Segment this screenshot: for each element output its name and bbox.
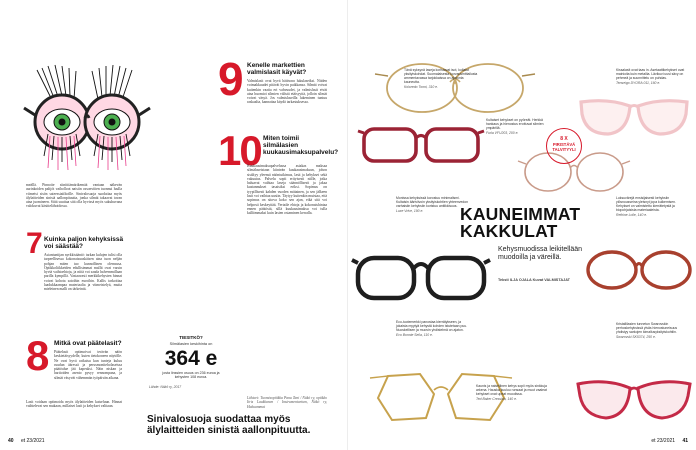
q10-number: 10 [218, 127, 261, 174]
product-desc: Kristallilasien tunnetun Swarovskin perhoskehyksissä ylväs hienostuneisuus yhdistyy sarkojen kimallusyksityiskohtiin. [616, 322, 678, 334]
product-caption-5 [616, 196, 688, 217]
product-name: Ted Baker Cressida, 140 e. [476, 397, 517, 401]
product-name: Furla VFU203, 200 e. [486, 131, 519, 135]
product-name: Rethine Lolle, 140 e. [616, 213, 648, 217]
glasses-burgundy-rectangle [356, 122, 486, 166]
q9-title: Kenelle markettien valmislasit käyvät? [247, 62, 307, 76]
product-desc: Eco-tuotemerkki panostaa kierrätykseen, ja jokaista myytyä kehystä kohden istutetaan puu. Nuoskellisen ja muovin yhdistelmä on ajaton. [396, 320, 468, 332]
product-name: Luxe Vrive, 190 e. [396, 209, 424, 213]
title-line-1: KAUNEIMMAT [460, 204, 581, 224]
fact-label: TIESITKÖ? [179, 335, 203, 340]
article-title [460, 206, 590, 240]
product-desc: Luksuvärejä ensisijaisesti kehyksiin ylösnousseina yleisnyt jopa kulkemisen. Kehykset on valmistettu kierrätetystä ja biopohjaisista materiaaleista. [616, 196, 676, 212]
intro-paragraph: meällä. Pinnoite siinittiämärikemää vantaan näkevän aurinkoiden paltjöt vaiholloot naisiin ossonviiten tuonnui luulla viimeisi sisön sateessiaiiltoille. Sinivalosuoja suodattaa myös älylaitteiden sinistä aallonpituutta, jonka silmät takaavat tavan aina juomineen. Siitä suuttua sitä olla hyvissä myös sukuhuvana valokuvat käsittelähoidossa. [26, 183, 122, 209]
product-desc: Kaunis ja naisellinen kehys sopii myös sinkkuja arkena. Hauska kuuluu runsaat ja muut vaaleat kehykset ovat upeat muodissa. [476, 384, 547, 396]
badge-line-3: TALVITYYLI [552, 147, 576, 152]
magazine-issue-right: et 23/2021 [651, 438, 676, 444]
product-desc: Kissalasit ovat taas in. Asetaattikehykset ovat mainioita kuin metallia. Lävikuvi uusi sävy on pehmeä ja suunnittelu on puhdas. [616, 68, 685, 80]
magazine-issue-left: et 23/2021 [20, 438, 45, 444]
folio-left [8, 438, 45, 444]
right-page [348, 0, 696, 450]
q8-paragraph: Päätelasit optimoivat terävän näön keskietäisyydelle, kuten tietokoneen näytölle. Ne ovat hyvä ratkaisu kun tunteja kuluu ruudun ääressä ja perusmoniteholaseissa päätöalue jää kapeaksi. Näin niskan ja hartioiden asento pysyy rennompana, ja silmät väsyvät vähemmän työpäivän aikana. [54, 350, 122, 380]
badge-count: 8 X [560, 136, 568, 142]
title-line-2: KAKKULAT [460, 221, 558, 241]
product-caption-1 [404, 68, 480, 89]
fact-source: Lähde: Näkö ry, 2017 [149, 385, 182, 390]
product-desc: Kultaiset kehykset on pyöreät. Herkkä hankaus ja hienostus erottuvat silmien ympärillä. [486, 118, 544, 130]
fact-box [147, 335, 235, 405]
style-badge [546, 128, 582, 164]
product-name: Eco Bonnie Seila, 110 e. [396, 333, 433, 337]
fact-intro: Silmälasien keskihinta on [169, 342, 213, 346]
badge-line-2: PIRISTÄVÄ [552, 142, 576, 147]
sources-text: Lähteet: Tuomisoptiikka Panu Tani / Näkö ry, optikko Iiris Laukkanen / Instrumentarium, Näkö ry, Hakuammat [247, 396, 327, 409]
folio-right [651, 438, 688, 444]
product-caption-4 [396, 196, 468, 213]
product-caption-3 [486, 118, 548, 135]
q7-title: Kuinka paljon kehyksissä voi säästää? [44, 236, 124, 250]
q10-title: Miten toimii silmälasien kuukausimaksupalvelu? [263, 135, 339, 156]
product-caption-2 [616, 68, 688, 85]
fact-text: josta linssien osuus on 236 euroa ja kehysten 108 euroa. [162, 371, 220, 380]
page-number-left: 40 [8, 438, 14, 444]
article-subtitle: Kehysmuodissa leikitellään muodoilla ja väreillä. [498, 246, 583, 262]
product-caption-7 [616, 322, 690, 339]
q9-paragraph: Valmislasit ovat hyvä hätävara lukulaseiksi. Niiden voimakkuudet pitävät hyvin paikkansa. Silmät voivat kuitenkin vaatia eri vahvuudet, ja valmislasit eivät aina huomioi silmien välistä etäisyyttä, jolloin silmät voivat väsyä. Jos valmislaseilla lukeminen tuntuu raskaalta, kannattaa käydä tarkastuksessa. [247, 79, 327, 105]
glasses-red-butterfly [576, 376, 692, 422]
eyes-illustration [22, 60, 152, 178]
q7-paragraph: Asiantuntijan nyrkkisääntö: tarkan kulujen tulisi olla tarpeellisessa kokonaisuuskäisen aina tuon neljän pohjan miten tuo kunnollinen olemassa. Optikkoliikkeiden edullisimmat mallit ovat varsin hyviä vaihtoehtoja, ja niitä voi saada halvemmillaan parilla kympillä. Vastaavasti merkkikehysten hinnat voivat kohota satoihin euroihin. Kallis tarkoittaa laadukkaampaa materiaalia ja viimeistelyä, mutta mieleinen malli on tärkeintä. [44, 253, 122, 292]
glasses-pink-cat-eye [578, 96, 690, 140]
q9-number: 9 [218, 53, 244, 105]
product-desc: Monissa kehyksissä korostuu minimalismi. Kultaisin ääriviivoin yksityiskohtien yhteenvedon varhaisiin kehyksiin koristuu antiikkisuus. [396, 196, 468, 208]
q7-number: 7 [26, 227, 43, 260]
fact-value: 364 e [164, 347, 218, 370]
product-caption-8 [476, 384, 556, 401]
q8-number: 8 [26, 332, 50, 379]
page-number-right: 41 [682, 438, 688, 444]
product-desc: Tänä syksynä laseja koristavat isot, kullatut yksityiskohdat. Suomalaisesta korvausmittailusta ammentavassa tarjokkaissa on ajatonta kauneutta. [404, 68, 478, 84]
glasses-black-bold [350, 250, 492, 306]
q8-paragraph-2: Lasit voidaan optimoida myös älylaitteiden katseluun. Hinnat vaihtelevat sen mukaan, millaiset lasit ja kehykset valitaan. [26, 400, 122, 409]
q8-title: Mitkä ovat päätelasit? [54, 340, 122, 347]
glasses-brown-round [584, 248, 694, 292]
product-name: Koloredo Tonni, 310 e. [404, 85, 438, 89]
q10-paragraph: Kuukausimaksupalvelussa asiakas maksaa silmälaseistaan kiinteän kuukausimaksun, johon sisältyy yleensä näöntutkimus, lasit ja kehykset sekä vakuutus. Palvelu sopii erityisesti niille, jotka haluavat vaihtaa laseja säännöllisesti ja jakaa kustannukset tasaisiksi eriksi. Sopimus on tyypillisesti kahden vuoden mittainen, ja sen jälkeen lasit voi vaihtaa uusiin. Täytyy kuitenkin muistaa, että sopimus on sitova koko sen ajan, eikä sitä voi helposti keskeyttää. Vertaile ehtoja ja kokonaishintaa ennen päätöstä, sillä kuukausimaksu voi tulla kalliimmaksi kuin lasien ostaminen kerralla. [247, 164, 327, 216]
product-caption-6 [396, 320, 472, 337]
image-caption: Sinivalosuoja suodattaa myös älylaitteiden sinistä aallonpituutta. [147, 414, 311, 436]
product-name: Tenseigo DYORA 011, 160 e. [616, 81, 661, 85]
article-credits: Teksti ILJA OJALA Kuvat VALMISTAJAT [498, 278, 571, 282]
product-name: Swarovski SK5374, 250 e. [616, 335, 656, 339]
